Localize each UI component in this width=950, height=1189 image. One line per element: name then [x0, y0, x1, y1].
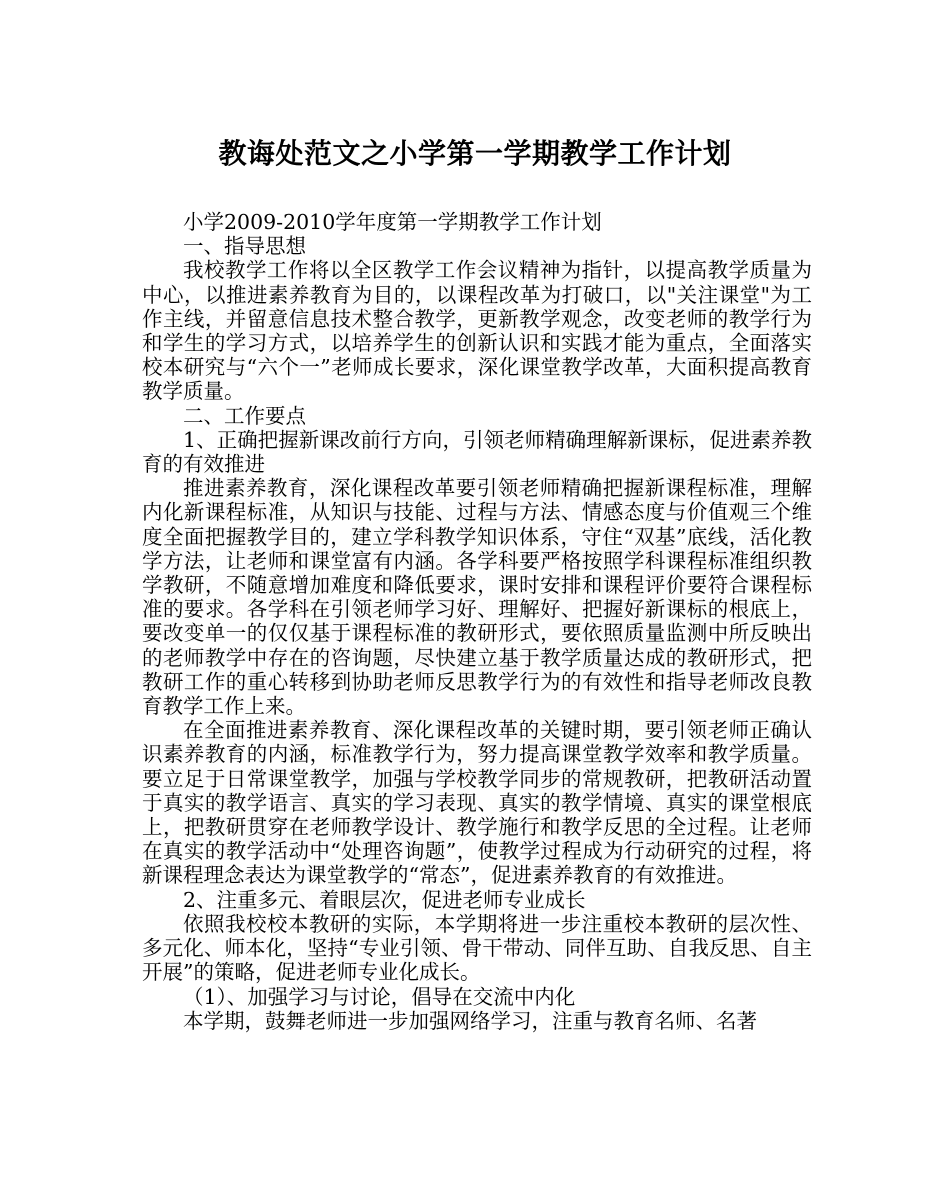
document-body	[142, 210, 812, 1033]
paragraph-point-1-body-a: 推进素养教育，深化课程改革要引领老师精确把握新课程标准，理解内化新课程标准，从知识与技能、过程与方法、情感态度与价值观三个维度全面把握教学目的，建立学科教学知识体系，守住“双基”底线，活化教学方法，让老师和课堂富有内涵。各学科要严格按照学科课程标准组织教学教研，不随意增加难度和降低要求，课时安排和课程评价要符合课程标准的要求。各学科在引领老师学习好、理解好、把握好新课标的根底上，要改变单一的仅仅基于课程标准的教研形式，要依照质量监测中所反映出的老师教学中存在的咨询题，尽快建立基于教学质量达成的教研形式，把教研工作的重心转移到协助老师反思教学行为的有效性和指导老师改良教育教学工作上来。	[142, 476, 812, 719]
paragraph-point-2-1-body: 本学期，鼓舞老师进一步加强网络学习，注重与教育名师、名著	[183, 1008, 757, 1033]
subheading-point-2-1: （1）、加强学习与讨论，倡导在交流中内化	[183, 984, 576, 1009]
subheading-point-2: 2、注重多元、着眼层次，促进老师专业成长	[183, 887, 586, 912]
section-heading-guiding-ideology: 一、指导思想	[183, 234, 306, 259]
document-title: 教诲处范文之小学第一学期教学工作计划	[218, 137, 732, 170]
section-heading-work-points: 二、工作要点	[183, 403, 306, 428]
paragraph-point-2-body: 依照我校校本教研的实际，本学期将进一步注重校本教研的层次性、多元化、师本化，坚持“专业引领、骨干带动、同伴互助、自我反思、自主开展”的策略，促进老师专业化成长。	[142, 911, 812, 985]
subheading-point-1: 1、正确把握新课改前行方向，引领老师精确理解新课标，促进素养教育的有效推进	[142, 427, 812, 477]
paragraph-guiding-ideology: 我校教学工作将以全区教学工作会议精神为指针，以提高教学质量为中心，以推进素养教育为目的，以课程改革为打破口，以"关注课堂"为工作主线，并留意信息技术整合教学，更新教学观念，改变老师的教学行为和学生的学习方式，以培养学生的创新认识和实践才能为重点，全面落实校本研究与“六个一”老师成长要求，深化课堂教学改革，大面积提高教育教学质量。	[142, 258, 812, 404]
paragraph-point-1-body-b: 在全面推进素养教育、深化课程改革的关键时期，要引领老师正确认识素养教育的内涵，标准教学行为，努力提高课堂教学效率和教学质量。要立足于日常课堂教学，加强与学校教学同步的常规教研，把教研活动置于真实的教学语言、真实的学习表现、真实的教学情境、真实的课堂根底上，把教研贯穿在老师教学设计、教学施行和教学反思的全过程。让老师在真实的教学活动中“处理咨询题”，使教学过程成为行动研究的过程，将新课程理念表达为课堂教学的“常态”，促进素养教育的有效推进。	[142, 718, 812, 888]
paragraph-subtitle: 小学2009-2010学年度第一学期教学工作计划	[183, 210, 602, 234]
